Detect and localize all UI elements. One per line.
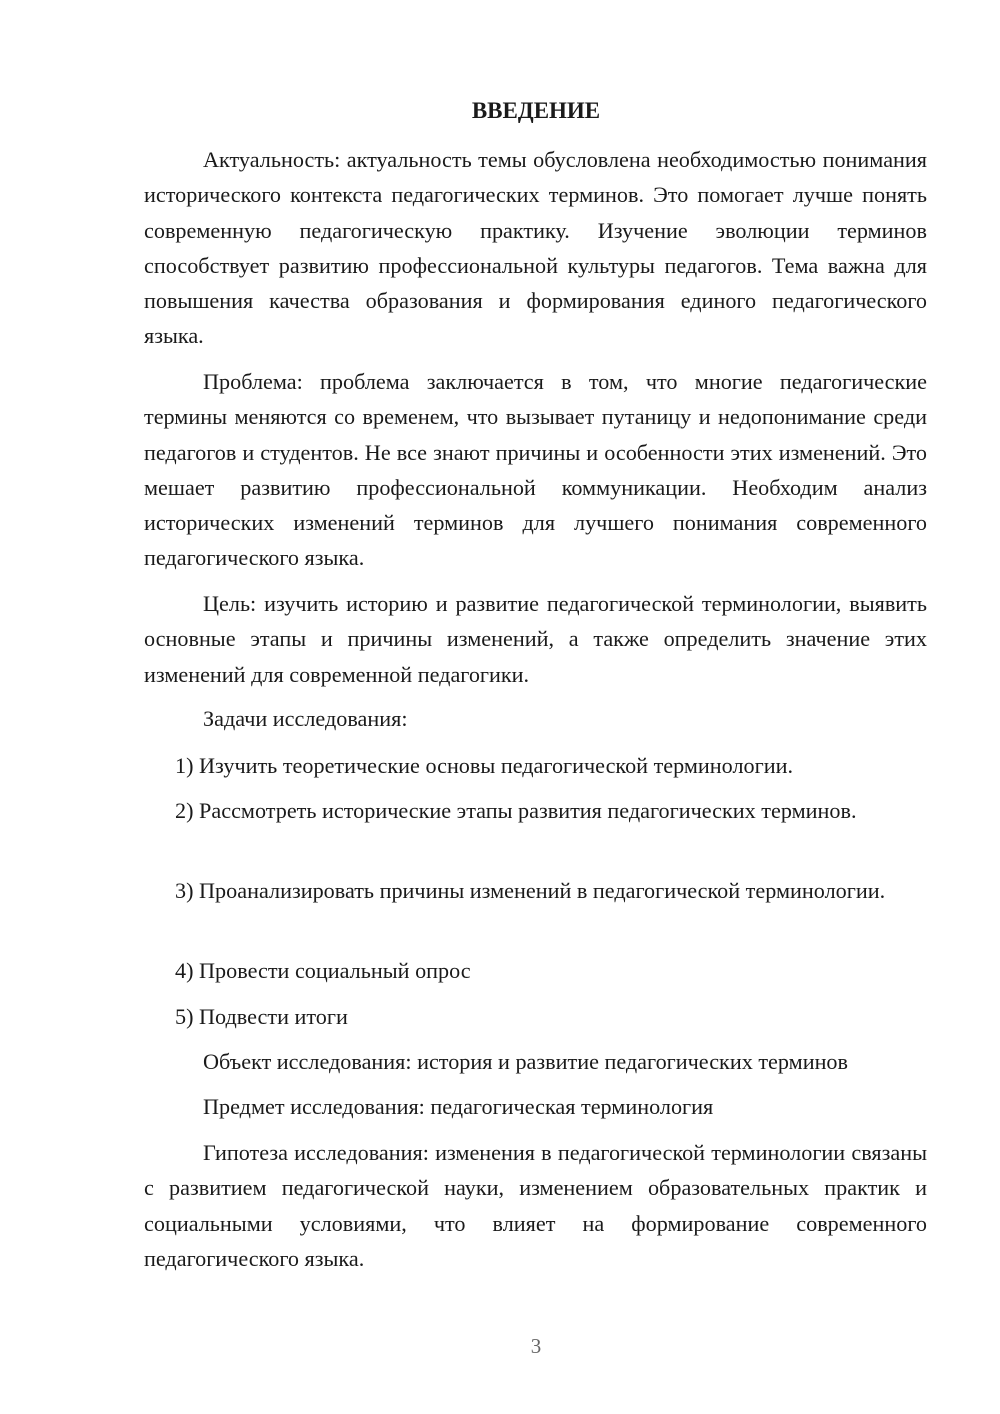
task-item-3: 3) Проанализировать причины изменений в педагогической терминологии. <box>175 878 886 903</box>
task-item-4: 4) Провести социальный опрос <box>175 958 471 983</box>
page-title: ВВЕДЕНИЕ <box>471 98 601 123</box>
page-number: 3 <box>530 1334 542 1358</box>
task-item-2: 2) Рассмотреть исторические этапы развития педагогических терминов. <box>175 798 857 823</box>
relevance-paragraph: Актуальность: актуальность темы обусловлена необходимостью понимания исторического контекста педагогических терминов. Это помогает лучше понять современную педагогическую практику. Изучение эволюции терминов способствует развитию профессиональной культуры педагогов. Тема важна для повышения качества образования и формирования единого педагогического языка. <box>144 147 927 349</box>
problem-paragraph: Проблема: проблема заключается в том, что многие педагогические термины меняются со временем, что вызывает путаницу и недопонимание среди педагогов и студентов. Не все знают причины и особенности этих изменений. Это мешает развитию профессиональной коммуникации. Необходим анализ исторических изменений терминов для лучшего понимания современного педагогического языка. <box>144 369 927 571</box>
hypothesis-paragraph: Гипотеза исследования: изменения в педагогической терминологии связаны с развитием педагогической науки, изменением образовательных практик и социальными условиями, что влияет на формирование современного педагогического языка. <box>144 1140 927 1271</box>
goal-paragraph: Цель: изучить историю и развитие педагогической терминологии, выявить основные этапы и причины изменений, а также определить значение этих изменений для современной педагогики. <box>144 591 927 687</box>
subject-paragraph: Предмет исследования: педагогическая терминология <box>203 1094 714 1119</box>
tasks-heading: Задачи исследования: <box>203 706 408 731</box>
task-item-1: 1) Изучить теоретические основы педагогической терминологии. <box>175 753 794 778</box>
task-item-5: 5) Подвести итоги <box>175 1004 348 1029</box>
object-paragraph: Объект исследования: история и развитие педагогических терминов <box>203 1049 849 1074</box>
